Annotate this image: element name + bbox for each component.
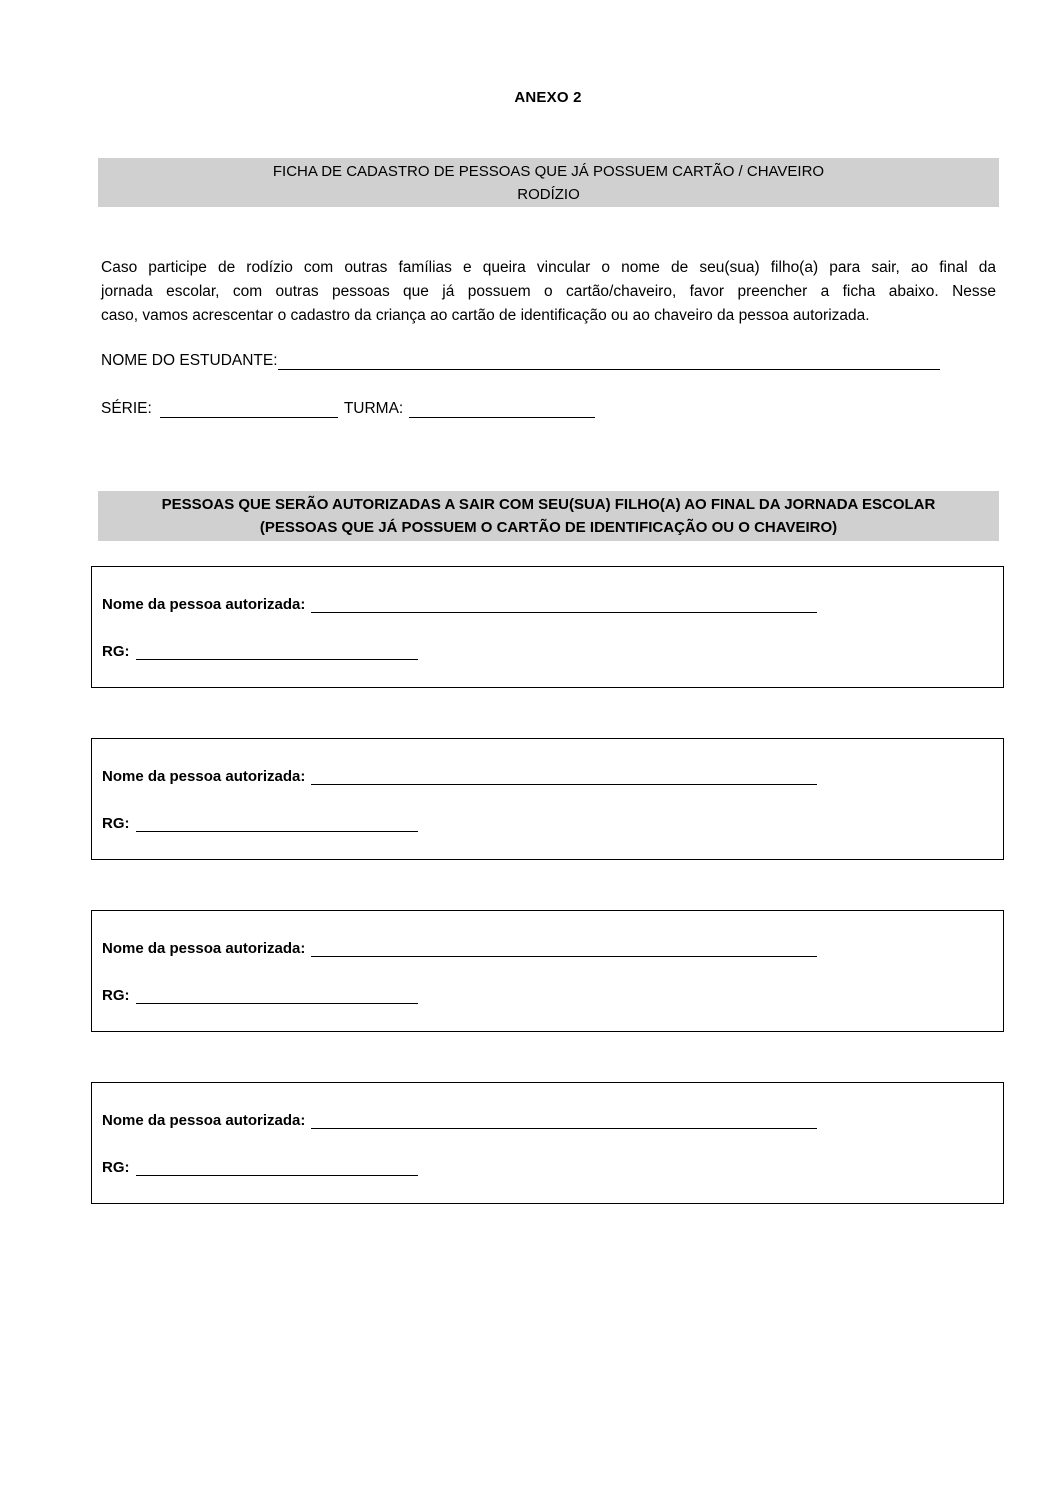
person-rg-label: RG: (102, 1159, 130, 1176)
person-rg-label: RG: (102, 987, 130, 1004)
authorized-person-box (91, 1082, 1004, 1204)
person-rg-row (102, 641, 418, 660)
authorized-person-box (91, 910, 1004, 1032)
turma-field[interactable] (409, 399, 595, 418)
turma-label: TURMA: (343, 400, 404, 417)
authorized-persons-title: PESSOAS QUE SERÃO AUTORIZADAS A SAIR COM SEU(SUA) FILHO(A) AO FINAL DA JORNADA ESCOLAR (161, 496, 936, 513)
person-name-label: Nome da pessoa autorizada: (102, 940, 306, 957)
person-name-field[interactable] (311, 938, 817, 957)
person-rg-row (102, 813, 418, 832)
person-rg-field[interactable] (136, 813, 418, 832)
person-name-row (102, 1110, 817, 1129)
person-rg-row (102, 1157, 418, 1176)
instructions-line: Caso participe de rodízio com outras famílias e queira vincular o nome de seu(sua) filho(a) para sair, ao final da (101, 259, 996, 276)
instructions-line: jornada escolar, com outras pessoas que já possuem o cartão/chaveiro, favor preencher a ficha abaixo. Nesse (101, 283, 996, 300)
serie-label: SÉRIE: (101, 400, 152, 417)
student-name-row (101, 351, 940, 370)
authorized-person-box (91, 566, 1004, 688)
authorized-persons-subtitle: (PESSOAS QUE JÁ POSSUEM O CARTÃO DE IDENTIFICAÇÃO OU O CHAVEIRO) (259, 519, 838, 536)
person-name-label: Nome da pessoa autorizada: (102, 1112, 306, 1129)
instructions-line: caso, vamos acrescentar o cadastro da criança ao cartão de identificação ou ao chaveiro da pessoa autorizada. (101, 307, 870, 324)
person-rg-row (102, 985, 418, 1004)
person-rg-label: RG: (102, 815, 130, 832)
page-title: ANEXO 2 (514, 89, 582, 106)
person-name-row (102, 938, 817, 957)
person-rg-field[interactable] (136, 641, 418, 660)
person-name-field[interactable] (311, 594, 817, 613)
student-name-field[interactable] (278, 351, 940, 370)
person-rg-field[interactable] (136, 985, 418, 1004)
student-name-label: NOME DO ESTUDANTE: (101, 352, 278, 369)
person-rg-label: RG: (102, 643, 130, 660)
person-name-field[interactable] (311, 1110, 817, 1129)
person-rg-field[interactable] (136, 1157, 418, 1176)
form-title: FICHA DE CADASTRO DE PESSOAS QUE JÁ POSSUEM CARTÃO / CHAVEIRO (272, 163, 825, 180)
person-name-label: Nome da pessoa autorizada: (102, 596, 306, 613)
serie-turma-row (101, 399, 595, 418)
person-name-row (102, 594, 817, 613)
person-name-label: Nome da pessoa autorizada: (102, 768, 306, 785)
authorized-person-box (91, 738, 1004, 860)
person-name-field[interactable] (311, 766, 817, 785)
authorized-persons-band (98, 491, 999, 541)
person-name-row (102, 766, 817, 785)
form-subtitle: RODÍZIO (517, 186, 580, 203)
form-title-band (98, 158, 999, 207)
instructions-paragraph (101, 256, 996, 328)
serie-field[interactable] (160, 399, 338, 418)
